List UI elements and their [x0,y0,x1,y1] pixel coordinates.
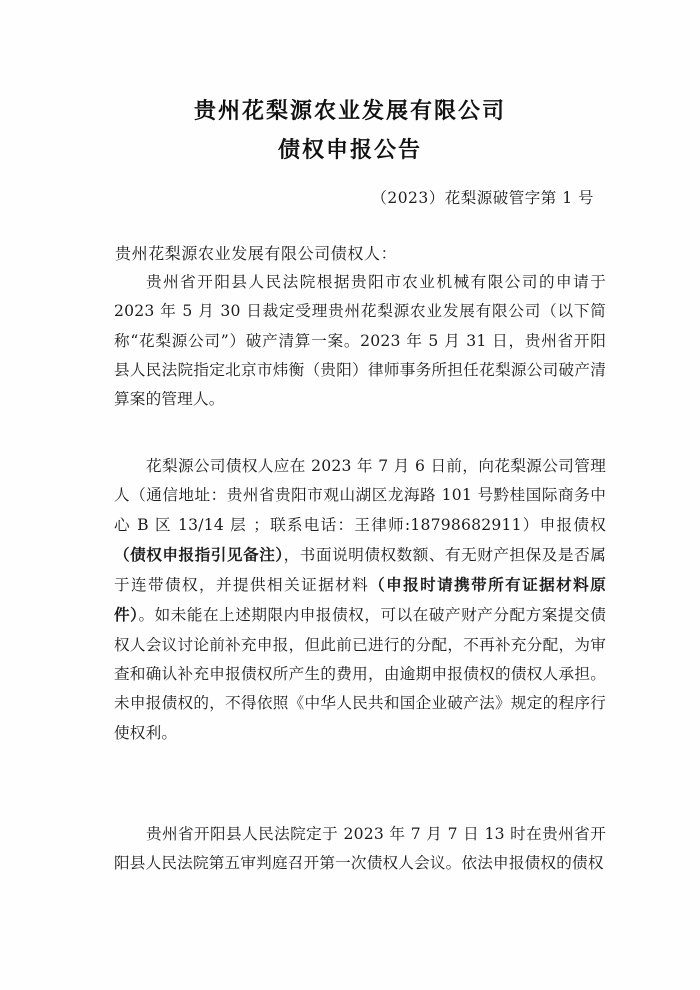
notice-title: 债权申报公告 [277,138,422,163]
salutation: 贵州花梨源农业发展有限公司债权人： [115,244,398,263]
document-number: （2023）花梨源破管字第 1 号 [371,189,594,207]
company-title: 贵州花梨源农业发展有限公司 [193,99,506,124]
claim-text-part-1: 花梨源公司债权人应在 2023 年 7 月 6 日前，向花梨源公司管理人（通信地址：贵州省贵阳市观山湖区龙海路 101 号黔桂国际商务中心 B 区 13/14 层 ；联系电话：王律师:18798682911）申报债权 [114,457,606,534]
paragraph-court-ruling: 贵州省开阳县人民法院根据贵阳市农业机械有限公司的申请于 2023 年 5 月 30 日裁定受理贵州花梨源农业发展有限公司（以下简称“花梨源公司”）破产清算一案。2023 年 5 月 31 日，贵州省开阳县人民法院指定北京市炜衡（贵阳）律师事务所担任花梨源公司破产清算案的管理人。 [114,273,606,409]
claim-text-part-2: ，书面说明债权数额、有无财产担保及是否属于连带债权，并提供相关证据材料 [114,545,606,595]
claim-text-part-3: 。如未能在上述期限内申报债权，可以在破产财产分配方案提交债权人会议讨论前补充申报，但此前已进行的分配，不再补充分配，为审查和确认补充申报债权所产生的费用，由逾期申报债权的债权人承担。未申报债权的，不得依照《中华人民共和国企业破产法》规定的程序行使权利。 [114,606,606,742]
claim-guide-note: （债权申报指引见备注） [114,544,284,564]
paragraph-creditors-meeting: 贵州省开阳县人民法院定于 2023 年 7 月 7 日 13 时在贵州省开阳县人民法院第五审判庭召开第一次债权人会议。依法申报债权的债权 [114,825,606,873]
original-evidence-note: （申报时请携带所有证据材料原件） [114,575,606,625]
paragraph-claim-declaration [114,452,606,748]
